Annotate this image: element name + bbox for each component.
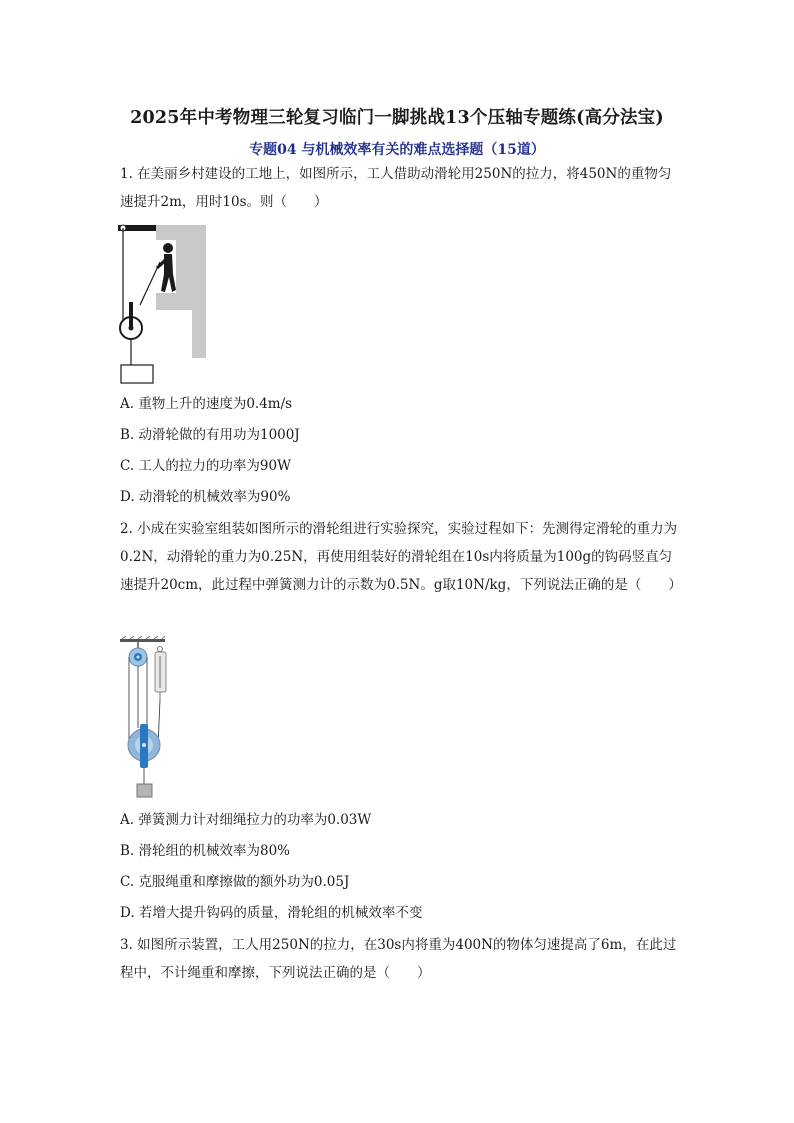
question-1-text: 1. 在美丽乡村建设的工地上，如图所示，工人借助动滑轮用250N的拉力，将450N的重物匀速提升2m，用时10s。则（ ）	[120, 166, 672, 210]
worker-movable-pulley-figure	[116, 222, 211, 388]
question-2-text: 2. 小成在实验室组装如图所示的滑轮组进行实验探究，实验过程如下：先测得定滑轮的重力为0.2N，动滑轮的重力为0.25N，再使用组装好的滑轮组在10s内将质量为100g的钩码竖直匀速提升20cm，此过程中弹簧测力计的示数为0.5N。g取10N/kg，下列说法正确的是（ ）	[120, 521, 682, 593]
q1-option-d: D. 动滑轮的机械效率为90%	[120, 489, 291, 505]
q2-option-b: B. 滑轮组的机械效率为80%	[120, 843, 291, 859]
q1-option-a: A. 重物上升的速度为0.4m/s	[120, 396, 293, 412]
q1-option-b: B. 动滑轮做的有用功为1000J	[120, 427, 300, 443]
q1-option-c: C. 工人的拉力的功率为90W	[120, 458, 291, 474]
section-subtitle: 专题04 与机械效率有关的难点选择题（15道）	[249, 142, 545, 158]
question-3-text: 3. 如图所示装置，工人用250N的拉力，在30s内将重为400N的物体匀速提高了6m，在此过程中，不计绳重和摩擦，下列说法正确的是（ ）	[120, 937, 677, 981]
q2-option-d: D. 若增大提升钩码的质量，滑轮组的机械效率不变	[120, 905, 423, 921]
q2-option-c: C. 克服绳重和摩擦做的额外功为0.05J	[120, 874, 350, 890]
pulley-block-spring-scale-figure	[118, 636, 180, 800]
page-title: 2025年中考物理三轮复习临门一脚挑战13个压轴专题练(高分法宝)	[130, 108, 664, 128]
q2-option-a: A. 弹簧测力计对细绳拉力的功率为0.03W	[120, 812, 372, 828]
